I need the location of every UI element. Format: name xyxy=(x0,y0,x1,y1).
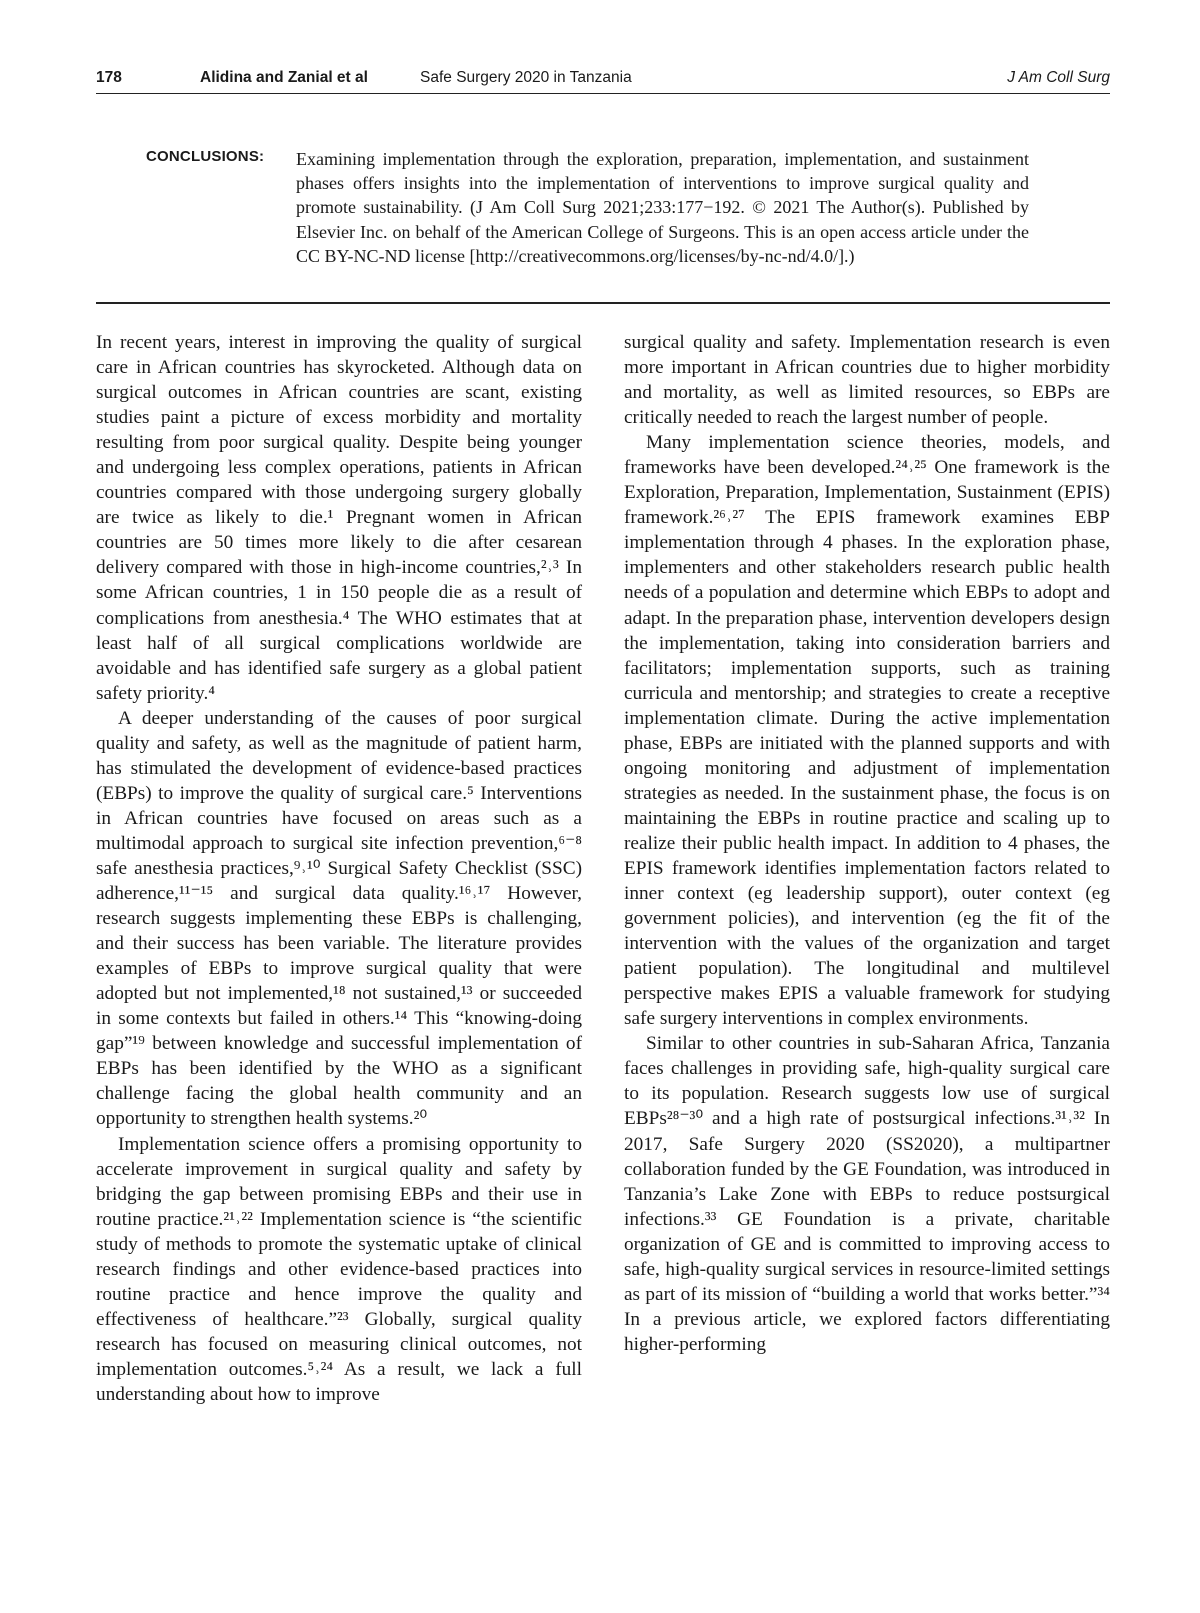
conclusions-label: CONCLUSIONS: xyxy=(146,148,265,165)
running-authors: Alidina and Zanial et al xyxy=(200,69,368,86)
running-title: Safe Surgery 2020 in Tanzania xyxy=(420,69,632,86)
body-paragraph: surgical quality and safety. Implementation research is even more important in African countries due to higher morbidity and mortality, as well as limited resources, so EBPs are critically needed to reach the largest number of people. xyxy=(624,332,1110,429)
running-header xyxy=(96,67,1110,94)
left-column xyxy=(96,330,582,1407)
body-paragraph: Implementation science offers a promising opportunity to accelerate improvement in surgical quality and safety by bridging the gap between promising EBPs and their use in routine practice.²¹˒²² Implementation science is “the scientific study of methods to promote the systematic uptake of clinical research findings and other evidence-based practices into routine practice and hence improve the quality and effectiveness of healthcare.”²³ Globally, surgical quality research has focused on measuring clinical outcomes, not implementation outcomes.⁵˒²⁴ As a result, we lack a full understanding about how to improve xyxy=(96,1133,582,1405)
right-column xyxy=(624,330,1110,1357)
page-number: 178 xyxy=(96,69,122,86)
body-paragraph: Similar to other countries in sub-Saharan Africa, Tanzania faces challenges in providing safe, high-quality surgical care to its population. Research suggests low use of surgical EBPs²⁸⁻³⁰ and a high rate of postsurgical infections.³¹˒³² In 2017, Safe Surgery 2020 (SS2020), a multipartner collaboration funded by the GE Foundation, was introduced in Tanzania’s Lake Zone with EBPs to reduce postsurgical infections.³³ GE Foundation is a private, charitable organization of GE and is committed to improving access to safe, high-quality surgical services in resource-limited settings as part of its mission of “building a world that works better.”³⁴ In a previous article, we explored factors differentiating higher-performing xyxy=(624,1033,1110,1355)
body-paragraph: A deeper understanding of the causes of poor surgical quality and safety, as well as the magnitude of patient harm, has stimulated the development of evidence-based practices (EBPs) to improve the quality of surgical care.⁵ Interventions in African countries have focused on areas such as a multimodal approach to surgical site infection prevention,⁶⁻⁸ safe anesthesia practices,⁹˒¹⁰ Surgical Safety Checklist (SSC) adherence,¹¹⁻¹⁵ and surgical data quality.¹⁶˒¹⁷ However, research suggests implementing these EBPs is challenging, and their success has been variable. The literature provides examples of EBPs to improve surgical quality that were adopted but not implemented,¹⁸ not sustained,¹³ or succeeded in some contexts but failed in others.¹⁴ This “knowing-doing gap”¹⁹ between knowledge and successful implementation of EBPs has been identified by the WHO as a significant challenge facing the global health community and an opportunity to strengthen health systems.²⁰ xyxy=(96,707,582,1130)
body-paragraph: In recent years, interest in improving the quality of surgical care in African countries has skyrocketed. Although data on surgical outcomes in African countries are scant, existing studies paint a picture of excess morbidity and mortality resulting from poor surgical quality. Despite being younger and undergoing less complex operations, patients in African countries compared with those undergoing surgery globally are twice as likely to die.¹ Pregnant women in African countries are 50 times more likely to die after cesarean delivery compared with those in high-income countries,²˒³ In some African countries, 1 in 150 people die as a result of complications from anesthesia.⁴ The WHO estimates that at least half of all surgical complications worldwide are avoidable and has identified safe surgery as a global patient safety priority.⁴ xyxy=(96,332,582,704)
body-paragraph: Many implementation science theories, models, and frameworks have been developed.²⁴˒²⁵ One framework is the Exploration, Preparation, Implementation, Sustainment (EPIS) framework.²⁶˒²⁷ The EPIS framework examines EBP implementation through 4 phases. In the exploration phase, implementers and other stakeholders research public health needs of a population and determine which EBPs to adopt and adapt. In the preparation phase, intervention developers design the implementation, taking into consideration barriers and facilitators; implementation supports, such as training curricula and mentorship; and strategies to create a receptive implementation climate. During the active implementation phase, EBPs are initiated with the planned supports and with ongoing monitoring and adjustment of implementation strategies as needed. In the sustainment phase, the focus is on maintaining the EBPs in routine practice and scaling up to realize their public health impact. In addition to 4 phases, the EPIS framework identifies implementation factors related to inner context (eg leadership support), outer context (eg government policies), and intervention (eg the fit of the intervention with the values of the organization and target patient population). The longitudinal and multilevel perspective makes EPIS a valuable framework for studying safe surgery interventions in complex environments. xyxy=(624,432,1110,1030)
abstract-divider xyxy=(96,302,1110,304)
conclusions-text: Examining implementation through the exploration, preparation, implementation, and sustainment phases offers insights into the implementation of interventions to improve surgical quality and promote sustainability. (J Am Coll Surg 2021;233:177−192. © 2021 The Author(s). Published by Elsevier Inc. on behalf of the American College of Surgeons. This is an open access article under the CC BY-NC-ND license [http://creativecommons.org/licenses/by-nc-nd/4.0/].) xyxy=(296,149,1029,266)
journal-name: J Am Coll Surg xyxy=(1007,69,1110,86)
